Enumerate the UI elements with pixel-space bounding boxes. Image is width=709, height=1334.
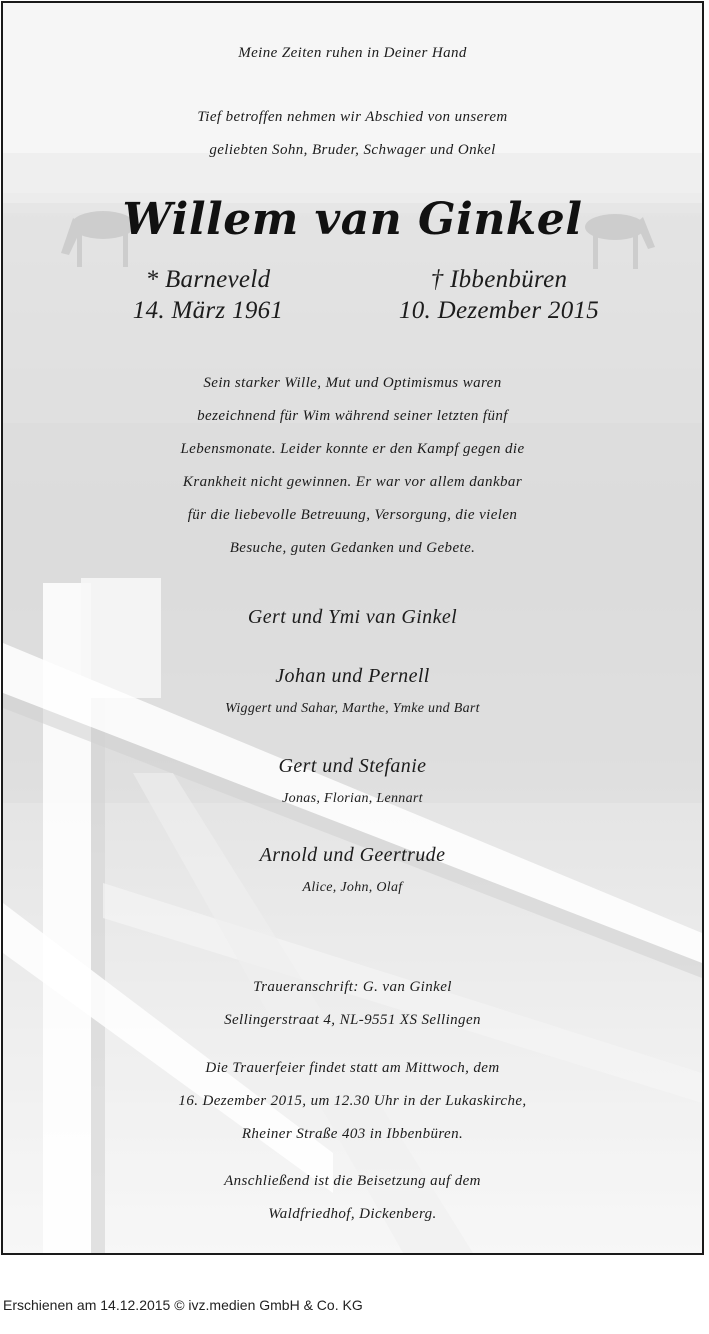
deceased-name: Willem van Ginkel <box>122 194 583 245</box>
mourner-children: Alice, John, Olaf <box>302 880 403 895</box>
burial-line-2: Waldfriedhof, Dickenberg. <box>268 1206 437 1222</box>
service-line-3: Rheiner Straße 403 in Ibbenbüren. <box>241 1126 464 1142</box>
tribute-line-4: Krankheit nicht gewinnen. Er war vor allem dankbar <box>182 474 523 490</box>
death-date: 10. Dezember 2015 <box>398 297 600 324</box>
birth-place: * Barneveld <box>145 266 271 293</box>
mourner-children: Wiggert und Sahar, Marthe, Ymke und Bart <box>225 701 480 716</box>
mourner-names: Johan und Pernell <box>275 665 430 687</box>
mourner-children: Jonas, Florian, Lennart <box>282 791 423 806</box>
mourner-names: Gert und Ymi van Ginkel <box>247 606 458 628</box>
address-line-2: Sellingerstraat 4, NL-9551 XS Sellingen <box>224 1012 481 1028</box>
tribute-line-6: Besuche, guten Gedanken und Gebete. <box>229 540 476 556</box>
tribute-line-1: Sein starker Wille, Mut und Optimismus waren <box>203 375 502 391</box>
intro-line-1: Tief betroffen nehmen wir Abschied von unserem <box>197 109 508 125</box>
tribute-line-2: bezeichnend für Wim während seiner letzten fünf <box>197 408 508 424</box>
burial-line-1: Anschließend ist die Beisetzung auf dem <box>224 1173 481 1189</box>
publication-credit: Erschienen am 14.12.2015 © ivz.medien GmbH & Co. KG <box>3 1297 363 1313</box>
mourner-names: Arnold und Geertrude <box>259 844 446 866</box>
motto: Meine Zeiten ruhen in Deiner Hand <box>238 45 467 61</box>
intro-line-2: geliebten Sohn, Bruder, Schwager und Onkel <box>209 142 496 158</box>
birth-date: 14. März 1961 <box>132 297 284 324</box>
service-line-1: Die Trauerfeier findet statt am Mittwoch, dem <box>205 1060 500 1076</box>
service-line-2: 16. Dezember 2015, um 12.30 Uhr in der Lukaskirche, <box>178 1093 527 1109</box>
tribute-line-3: Lebensmonate. Leider konnte er den Kampf gegen die <box>180 441 525 457</box>
tribute-line-5: für die liebevolle Betreuung, Versorgung, die vielen <box>187 507 518 523</box>
death-place: † Ibbenbüren <box>430 266 568 293</box>
obituary-notice <box>1 1 704 1255</box>
notice-text <box>3 3 702 1253</box>
address-line-1: Traueranschrift: G. van Ginkel <box>253 979 452 995</box>
mourner-names: Gert und Stefanie <box>278 755 427 777</box>
